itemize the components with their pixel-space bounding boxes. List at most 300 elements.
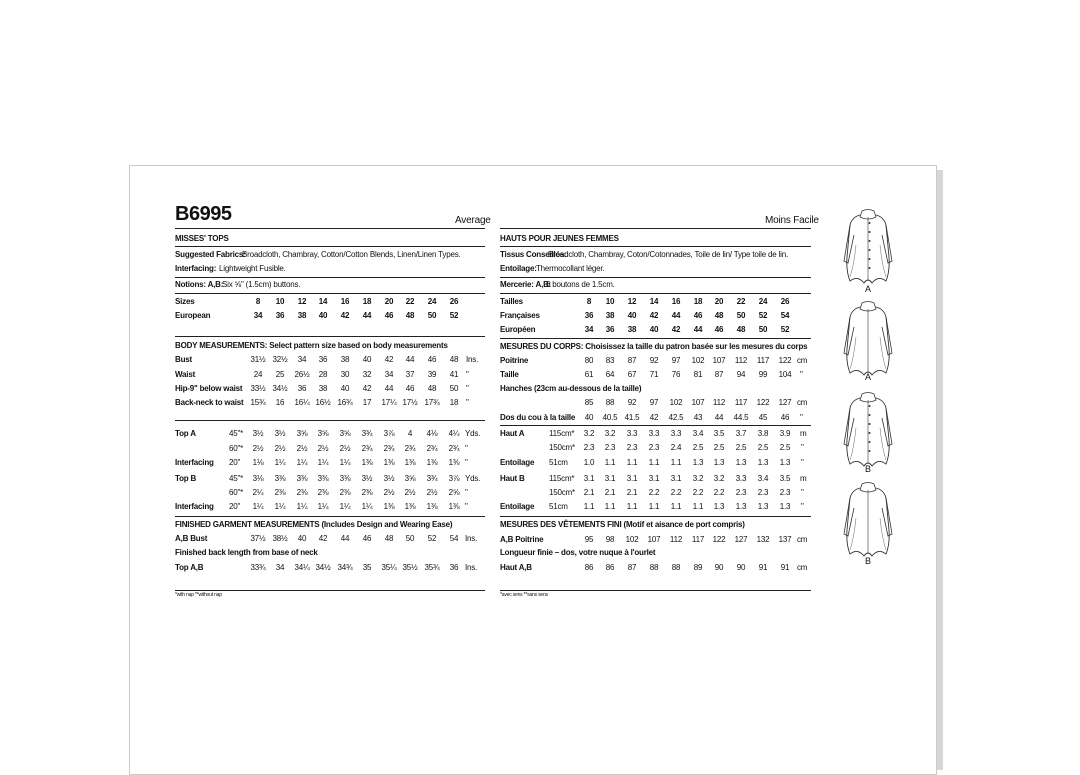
yardage-row-value: 1⅜ [383,502,395,511]
yardage-row-value: 3½ [383,474,395,483]
body-row-value: 16¾ [337,398,353,407]
poitrine-finie-row-label: A,B Poitrine [500,535,544,544]
dos-row-value: 43 [693,413,703,422]
hanches-row-value: 97 [649,398,659,407]
body-row-value: 46 [427,355,437,364]
body-row-value: 34 [384,370,394,379]
body-row-value: 26½ [294,370,310,379]
body-row-unit: " [466,398,469,407]
divider [500,246,811,247]
body-row-value: 39 [427,370,437,379]
finished-bust-row-value: 38½ [272,534,288,543]
metrage-row-label: Haut A [500,429,525,438]
poitrine-finie-row-value: 122 [712,535,726,544]
body-row-value: 16½ [315,398,331,407]
taille-row-value: 22 [736,297,746,306]
body-row-value: 38 [318,384,328,393]
metrage-row-value: 3.2 [583,429,595,438]
yardage-row-value: 4 [407,429,413,438]
metrage-row-width: 51cm [549,502,568,511]
difficulty-fr: Moins Facile [765,215,819,226]
longueur-row-unit: cm [797,563,808,572]
mesure-row-value: 76 [671,370,681,379]
yardage-row-value: 1⅜ [383,458,395,467]
mesure-row-value: 67 [627,370,637,379]
yardage-row-label: Top B [175,474,197,483]
size-row-value: 46 [384,311,394,320]
body-row-unit: Ins. [466,355,479,364]
section-title-fr: HAUTS POUR JEUNES FEMMES [500,234,619,243]
taille-row-value: 50 [736,311,746,320]
suggested-fabrics-label: Suggested Fabrics: [175,250,246,259]
poitrine-finie-row-value: 127 [734,535,748,544]
mesure-row-value: 80 [584,356,594,365]
metrage-row-unit: " [801,443,804,452]
longueur-row-label: Haut A,B [500,563,532,572]
dos-row-value: 45 [758,413,768,422]
metrage-row-value: 1.3 [692,458,704,467]
difficulty-en: Average [455,215,491,226]
body-row-value: 17¼ [381,398,397,407]
size-row-value: 38 [297,311,307,320]
yardage-row-value: 3½ [361,474,373,483]
yardage-row-value: 1¼ [274,458,286,467]
metrage-row-value: 1.1 [648,458,660,467]
yardage-row-value: 3⅝ [339,429,351,438]
poitrine-finie-row-value: 95 [584,535,594,544]
size-row-value: 18 [362,297,372,306]
yardage-row-value: 3⅛ [252,474,264,483]
yardage-row-value: 1¼ [339,502,351,511]
taille-row-value: 42 [649,311,659,320]
yardage-row-value: 3¾ [361,429,373,438]
yardage-row-value: 1⅜ [426,458,438,467]
taille-row-value: 44 [693,325,703,334]
longueur-row-value: 86 [584,563,594,572]
metrage-row-value: 2.5 [779,443,791,452]
yardage-row-width: 20" [229,458,241,467]
taille-row-value: 38 [605,311,615,320]
taille-row-value: 36 [605,325,615,334]
yardage-row-value: 2⅜ [361,488,373,497]
metrage-row-value: 3.3 [626,429,638,438]
mesure-row-value: 61 [584,370,594,379]
divider [500,338,811,339]
yardage-row-unit: " [465,444,468,453]
yardage-row-value: 2½ [339,444,351,453]
metrage-row-value: 1.1 [670,502,682,511]
top-b-back-icon [842,388,894,470]
poitrine-finie-row-value: 132 [756,535,770,544]
poitrine-finie-row-unit: cm [797,535,808,544]
mesure-row-value: 97 [671,356,681,365]
yardage-row-value: 1¼ [317,502,329,511]
metrage-row-value: 2.2 [648,488,660,497]
yardage-row-value: 2¾ [426,444,438,453]
tissus-conseilles-label: Tissus Conseillés: [500,250,567,259]
metrage-row-label: Entoilage [500,502,535,511]
metrage-row-width: 150cm* [549,443,575,452]
divider [500,277,811,278]
body-row-value: 50 [449,384,459,393]
longueur-row-value: 87 [627,563,637,572]
divider [500,425,811,426]
finished-bust-row-value: 48 [384,534,394,543]
finished-heading: FINISHED GARMENT MEASUREMENTS (Includes Design and Wearing Ease) [175,520,453,529]
body-row-value: 17½ [402,398,418,407]
metrage-row-value: 1.1 [583,502,595,511]
longueur-row-value: 91 [758,563,768,572]
poitrine-finie-row-value: 117 [691,535,705,544]
metrage-row-value: 3.2 [692,474,704,483]
yardage-row-value: 2½ [426,488,438,497]
body-row-label: Waist [175,370,196,379]
metrage-row-value: 3.4 [692,429,704,438]
taille-row-value: 52 [758,311,768,320]
body-row-value: 15¾ [250,398,266,407]
poitrine-finie-row-value: 102 [625,535,639,544]
back-length-row-label: Top A,B [175,563,204,572]
mesure-row-value: 87 [714,370,724,379]
yardage-row-value: 2¾ [383,444,395,453]
body-row-value: 37 [405,370,415,379]
body-row-value: 16¼ [294,398,310,407]
taille-row-value: 10 [605,297,615,306]
mercerie-label: Mercerie: A,B: [500,280,552,289]
size-row-value: 44 [362,311,372,320]
interfacing-label: Interfacing: [175,264,217,273]
body-row-unit: " [466,384,469,393]
mesure-row-value: 122 [778,356,792,365]
body-row-value: 34 [297,355,307,364]
metrage-row-value: 1.1 [604,502,616,511]
dos-row-value: 40 [584,413,594,422]
metrage-row-unit: " [801,488,804,497]
yardage-row-value: 3⅞ [383,429,395,438]
yardage-row-label: Interfacing [175,458,214,467]
size-row-value: 24 [427,297,437,306]
body-row-value: 41 [449,370,459,379]
yardage-row-width: 45"* [229,429,244,438]
body-row-value: 25 [275,370,285,379]
view-label: B [864,556,871,566]
metrage-row-value: 3.4 [757,474,769,483]
yardage-row-value: 3½ [274,429,286,438]
hanches-row-value: 107 [691,398,705,407]
back-length-row-value: 35½ [402,563,418,572]
tissus-conseilles-value: Broadcloth, Chambray, Coton/Cotonnades, Toile de lin/ Type toile de lin. [548,250,788,259]
mesure-row-value: 92 [649,356,659,365]
back-length-row-value: 34 [275,563,285,572]
taille-row-value: 18 [693,297,703,306]
size-row-value: 40 [318,311,328,320]
top-b-front-icon [842,478,894,560]
metrage-row-unit: m [800,429,807,438]
metrage-row-width: 115cm* [549,474,575,483]
metrage-row-width: 51cm [549,458,568,467]
yardage-row-value: 1¼ [252,502,264,511]
mesure-row-value: 81 [693,370,703,379]
mesures-finies-heading: MESURES DES VÊTEMENTS FINI (Motif et aisance de port compris) [500,520,745,529]
yardage-row-value: 3⅜ [296,474,308,483]
view-label: B [864,464,871,474]
dos-row-label: Dos du cou à la taille [500,413,576,422]
finished-bust-row-value: 52 [427,534,437,543]
size-row-value: 50 [427,311,437,320]
yardage-row-value: 2⅝ [448,488,460,497]
yardage-row-value: 1⅜ [448,458,460,467]
metrage-row-value: 2.4 [670,443,682,452]
taille-row-value: 38 [627,325,637,334]
back-length-row-value: 33¾ [250,563,266,572]
taille-row-value: 48 [736,325,746,334]
metrage-row-value: 1.1 [692,502,704,511]
metrage-row-value: 2.2 [692,488,704,497]
taille-row-label: Européen [500,325,536,334]
yardage-row-value: 3⅜ [339,474,351,483]
size-row-value: 36 [275,311,285,320]
dos-row-value: 44 [714,413,724,422]
yardage-row-value: 1⅜ [404,502,416,511]
yardage-row-width: 60"* [229,488,244,497]
size-row-value: 16 [340,297,350,306]
metrage-row-value: 3.1 [626,474,638,483]
taille-row-value: 36 [584,311,594,320]
size-row-value: 48 [405,311,415,320]
dos-row-value: 46 [780,413,790,422]
metrage-row-value: 3.3 [735,474,747,483]
metrage-row-value: 1.0 [583,458,595,467]
body-measurements-heading: BODY MEASUREMENTS: Select pattern size based on body measurements [175,341,448,350]
footnote-en: *with nap **without nap [175,592,222,598]
yardage-row-label: Interfacing [175,502,214,511]
metrage-row-value: 3.3 [648,429,660,438]
metrage-row-value: 3.5 [713,429,725,438]
body-row-value: 24 [253,370,263,379]
yardage-row-value: 2½ [383,488,395,497]
poitrine-finie-row-value: 137 [778,535,792,544]
metrage-row-unit: " [801,502,804,511]
size-row-value: 14 [318,297,328,306]
notions-label: Notions: A,B: [175,280,224,289]
taille-row-value: 14 [649,297,659,306]
divider [175,590,485,591]
body-row-value: 17¾ [424,398,440,407]
divider [500,516,811,517]
body-row-label: Bust [175,355,192,364]
finished-bust-row-label: A,B Bust [175,534,208,543]
longueur-row-value: 90 [714,563,724,572]
interfacing-value: Lightweight Fusible. [219,264,286,273]
longueur-finie-heading: Longueur finie – dos, votre nuque à l'ourlet [500,548,656,557]
taille-row-value: 24 [758,297,768,306]
metrage-row-value: 1.3 [757,458,769,467]
yardage-row-width: 60"* [229,444,244,453]
mesure-row-value: 117 [756,356,770,365]
yardage-row-value: 2½ [296,444,308,453]
metrage-row-value: 2.3 [648,443,660,452]
metrage-row-label: Haut B [500,474,525,483]
metrage-row-value: 3.1 [583,474,595,483]
metrage-row-unit: m [800,474,807,483]
hanches-row-value: 102 [669,398,683,407]
metrage-row-value: 2.2 [713,488,725,497]
longueur-row-value: 88 [671,563,681,572]
body-row-value: 18 [449,398,459,407]
yardage-row-value: 2¾ [361,444,373,453]
back-length-heading: Finished back length from base of neck [175,548,318,557]
yardage-row-unit: " [465,488,468,497]
metrage-row-value: 2.5 [757,443,769,452]
longueur-row-value: 86 [605,563,615,572]
metrage-row-label: Entoilage [500,458,535,467]
taille-row-value: 42 [671,325,681,334]
metrage-row-value: 2.5 [692,443,704,452]
back-length-row-value: 35¼ [381,563,397,572]
longueur-row-value: 89 [693,563,703,572]
size-row-value: 34 [253,311,263,320]
body-row-value: 44 [405,355,415,364]
yardage-row-value: 3⅝ [296,429,308,438]
metrage-row-value: 1.3 [735,502,747,511]
metrage-row-value: 3.3 [670,429,682,438]
body-row-unit: " [466,370,469,379]
back-length-row-value: 36 [449,563,459,572]
yardage-row-unit: " [465,458,468,467]
yardage-row-value: 2¼ [252,488,264,497]
metrage-row-value: 2.3 [735,488,747,497]
yardage-row-width: 45"* [229,474,244,483]
entoilage-label: Entoilage: [500,264,537,273]
yardage-row-value: 2⅜ [274,488,286,497]
mesure-row-value: 71 [649,370,659,379]
pattern-envelope-back [129,165,937,775]
mesure-row-value: 112 [734,356,748,365]
taille-row-value: 44 [671,311,681,320]
body-row-value: 34½ [272,384,288,393]
yardage-row-value: 1¼ [274,502,286,511]
metrage-row-value: 1.3 [735,458,747,467]
yardage-row-value: 2⅜ [317,488,329,497]
divider [500,590,811,591]
metrage-row-width: 150cm* [549,488,575,497]
mesure-row-value: 99 [758,370,768,379]
poitrine-finie-row-value: 98 [605,535,615,544]
metrage-row-value: 2.3 [626,443,638,452]
divider [500,293,811,294]
taille-row-value: 54 [780,311,790,320]
body-row-value: 36 [297,384,307,393]
body-row-value: 33½ [250,384,266,393]
metrage-row-value: 3.2 [604,429,616,438]
body-row-value: 42 [362,384,372,393]
mesure-row-value: 94 [736,370,746,379]
body-row-value: 48 [427,384,437,393]
divider [175,277,485,278]
dos-row-value: 44.5 [733,413,749,422]
dos-row-value: 42 [649,413,659,422]
body-row-value: 31½ [250,355,266,364]
taille-row-label: Tailles [500,297,523,306]
size-row-value: 22 [405,297,415,306]
yardage-row-label: Top A [175,429,196,438]
body-row-label: Back-neck to waist [175,398,244,407]
hanches-row-value: 85 [584,398,594,407]
yardage-row-value: 4⅛ [426,429,438,438]
body-row-value: 32 [362,370,372,379]
metrage-row-value: 1.1 [626,458,638,467]
metrage-row-value: 3.9 [779,429,791,438]
top-a-back-icon [842,297,894,379]
metrage-row-value: 1.3 [779,458,791,467]
body-row-value: 40 [340,384,350,393]
yardage-row-value: 1¼ [339,458,351,467]
body-row-value: 38 [340,355,350,364]
metrage-row-value: 1.3 [713,458,725,467]
size-row-value: 10 [275,297,285,306]
body-row-value: 32½ [272,355,288,364]
yardage-row-value: 2¾ [404,444,416,453]
metrage-row-value: 2.3 [604,443,616,452]
yardage-row-value: 3⅝ [404,474,416,483]
divider [175,246,485,247]
yardage-row-value: 2½ [404,488,416,497]
hanches-row-value: 92 [627,398,637,407]
yardage-row-value: 1⅜ [448,502,460,511]
yardage-row-unit: Yds. [465,474,481,483]
divider [500,228,811,229]
taille-row-value: 46 [714,325,724,334]
mesure-row-label: Taille [500,370,519,379]
metrage-row-value: 2.1 [626,488,638,497]
metrage-row-value: 2.5 [735,443,747,452]
taille-row-value: 12 [627,297,637,306]
metrage-row-value: 3.8 [757,429,769,438]
taille-row-label: Françaises [500,311,540,320]
yardage-row-value: 3¾ [426,474,438,483]
back-length-row-value: 34¼ [294,563,310,572]
metrage-row-value: 3.1 [670,474,682,483]
size-row-value: 26 [449,297,459,306]
entoilage-value: Thermocollant léger. [536,264,605,273]
dos-row-unit: " [800,413,803,422]
yardage-row-value: 2⅜ [296,488,308,497]
metrage-row-value: 1.3 [713,502,725,511]
longueur-row-value: 91 [780,563,790,572]
size-row-value: 42 [340,311,350,320]
taille-row-value: 34 [584,325,594,334]
size-row-value: 8 [255,297,261,306]
mercerie-value: 6 boutons de 1.5cm. [546,280,615,289]
yardage-row-value: 1¼ [296,458,308,467]
finished-bust-row-unit: Ins. [465,534,478,543]
metrage-row-value: 1.3 [757,502,769,511]
suggested-fabrics-value: Broadcloth, Chambray, Cotton/Cotton Blends, Linen/Linen Types. [242,250,461,259]
taille-row-value: 16 [671,297,681,306]
body-row-value: 16 [275,398,285,407]
view-label: A [864,284,871,294]
section-title-en: MISSES' TOPS [175,234,229,243]
metrage-row-value: 1.1 [648,502,660,511]
back-length-row-value: 34½ [315,563,331,572]
mesure-row-value: 64 [605,370,615,379]
divider [175,420,485,421]
taille-row-value: 50 [758,325,768,334]
mesure-row-value: 87 [627,356,637,365]
metrage-row-width: 115cm* [549,429,575,438]
finished-bust-row-value: 40 [297,534,307,543]
metrage-row-value: 3.7 [735,429,747,438]
